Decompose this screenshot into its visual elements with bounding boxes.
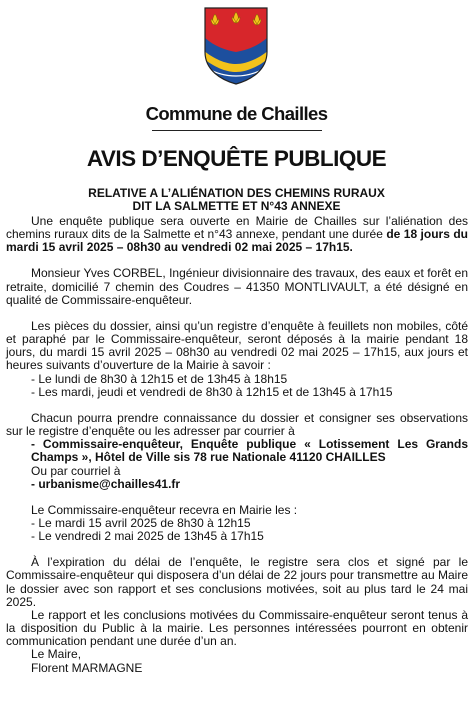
commissioner-paragraph: Monsieur Yves CORBEL, Ingénieur divisionnaire des travaux, des eaux et forêt en retraite, domicilié 7 chemin des Coudres – 41350 MONTLIVAULT, a été désigné en qualité de Commissaire-enquêteur. [6, 266, 468, 307]
session-item: - Le vendredi 2 mai 2025 de 13h45 à 17h15 [31, 529, 264, 544]
notice-subtitle-line1: RELATIVE A L’ALIÉNATION DES CHEMINS RURAUX [88, 186, 385, 200]
sessions-intro: Le Commissaire-enquêteur recevra en Mairie les : [31, 502, 298, 517]
signature-name: Florent MARMAGNE [31, 660, 143, 675]
opening-hours-item: - Le lundi de 8h30 à 12h15 et de 13h45 à 18h15 [31, 371, 288, 386]
session-item: - Le mardi 15 avril 2025 de 8h30 à 12h15 [31, 515, 251, 530]
enquiry-dates: de 18 jours du mardi 15 avril 2025 – 08h30 au vendredi 02 mai 2025 – 17h15. [6, 227, 468, 255]
documents-paragraph: Les pièces du dossier, ainsi qu’un registre d’enquête à feuillets non mobiles, côté et paraphé par le Commissaire-enquêteur, seront déposés à la mairie pendant 18 jours, du mardi 15 avril 2025 – 08h30 au vendredi 02 mai 2025 – 17h15, aux jours et heures suivants d’ouverture de la Mairie à savoir : [6, 318, 468, 373]
notice-title: AVIS D’ENQUÊTE PUBLIQUE [86, 146, 387, 171]
notice-subtitle-line2: DIT LA SALMETTE ET N°43 ANNEXE [132, 199, 341, 213]
notice-body [6, 215, 468, 675]
report-availability-paragraph: Le rapport et les conclusions motivées du Commissaire-enquêteur seront tenus à la disposition du Public à la mairie. Les personnes intéressées pourront en obtenir communication pendant une durée d’un an. [6, 607, 468, 649]
opening-hours-item: - Les mardi, jeudi et vendredi de 8h30 à 12h15 et de 13h45 à 17h15 [31, 384, 393, 399]
opening-paragraph: Une enquête publique sera ouverte en Mairie de Chailles sur l’aliénation des chemins ruraux dits de la Salmette et n°43 annexe, pendant une durée de 18 jours du mardi 15 avril 2025 – 08h30 au vendredi 02 mai 2025 – 17h15. [6, 214, 468, 255]
closing-paragraph: À l’expiration du délai de l’enquête, le registre sera clos et signé par le Commissaire-enquêteur qui disposera d’un délai de 22 jours pour transmettre au Maire le dossier avec son rapport et ses conclusions motivées, soit au plus tard le 24 mai 2025. [6, 555, 468, 609]
postal-address: - Commissaire-enquêteur, Enquête publique « Lotissement Les Grands Champs », Hôtel de Ville sis 78 rue Nationale 41120 CHAILLES [31, 437, 468, 465]
signature-role: Le Maire, [31, 647, 82, 662]
title-divider [152, 130, 322, 131]
contact-email: - urbanisme@chailles41.fr [31, 476, 181, 491]
email-intro: Ou par courriel à [31, 463, 121, 478]
commune-coat-of-arms [203, 6, 269, 86]
consultation-paragraph: Chacun pourra prendre connaissance du dossier et consigner ses observations sur le registre d’enquête ou les adresser par courrier à [6, 410, 468, 439]
commune-name: Commune de Chailles [145, 103, 328, 124]
